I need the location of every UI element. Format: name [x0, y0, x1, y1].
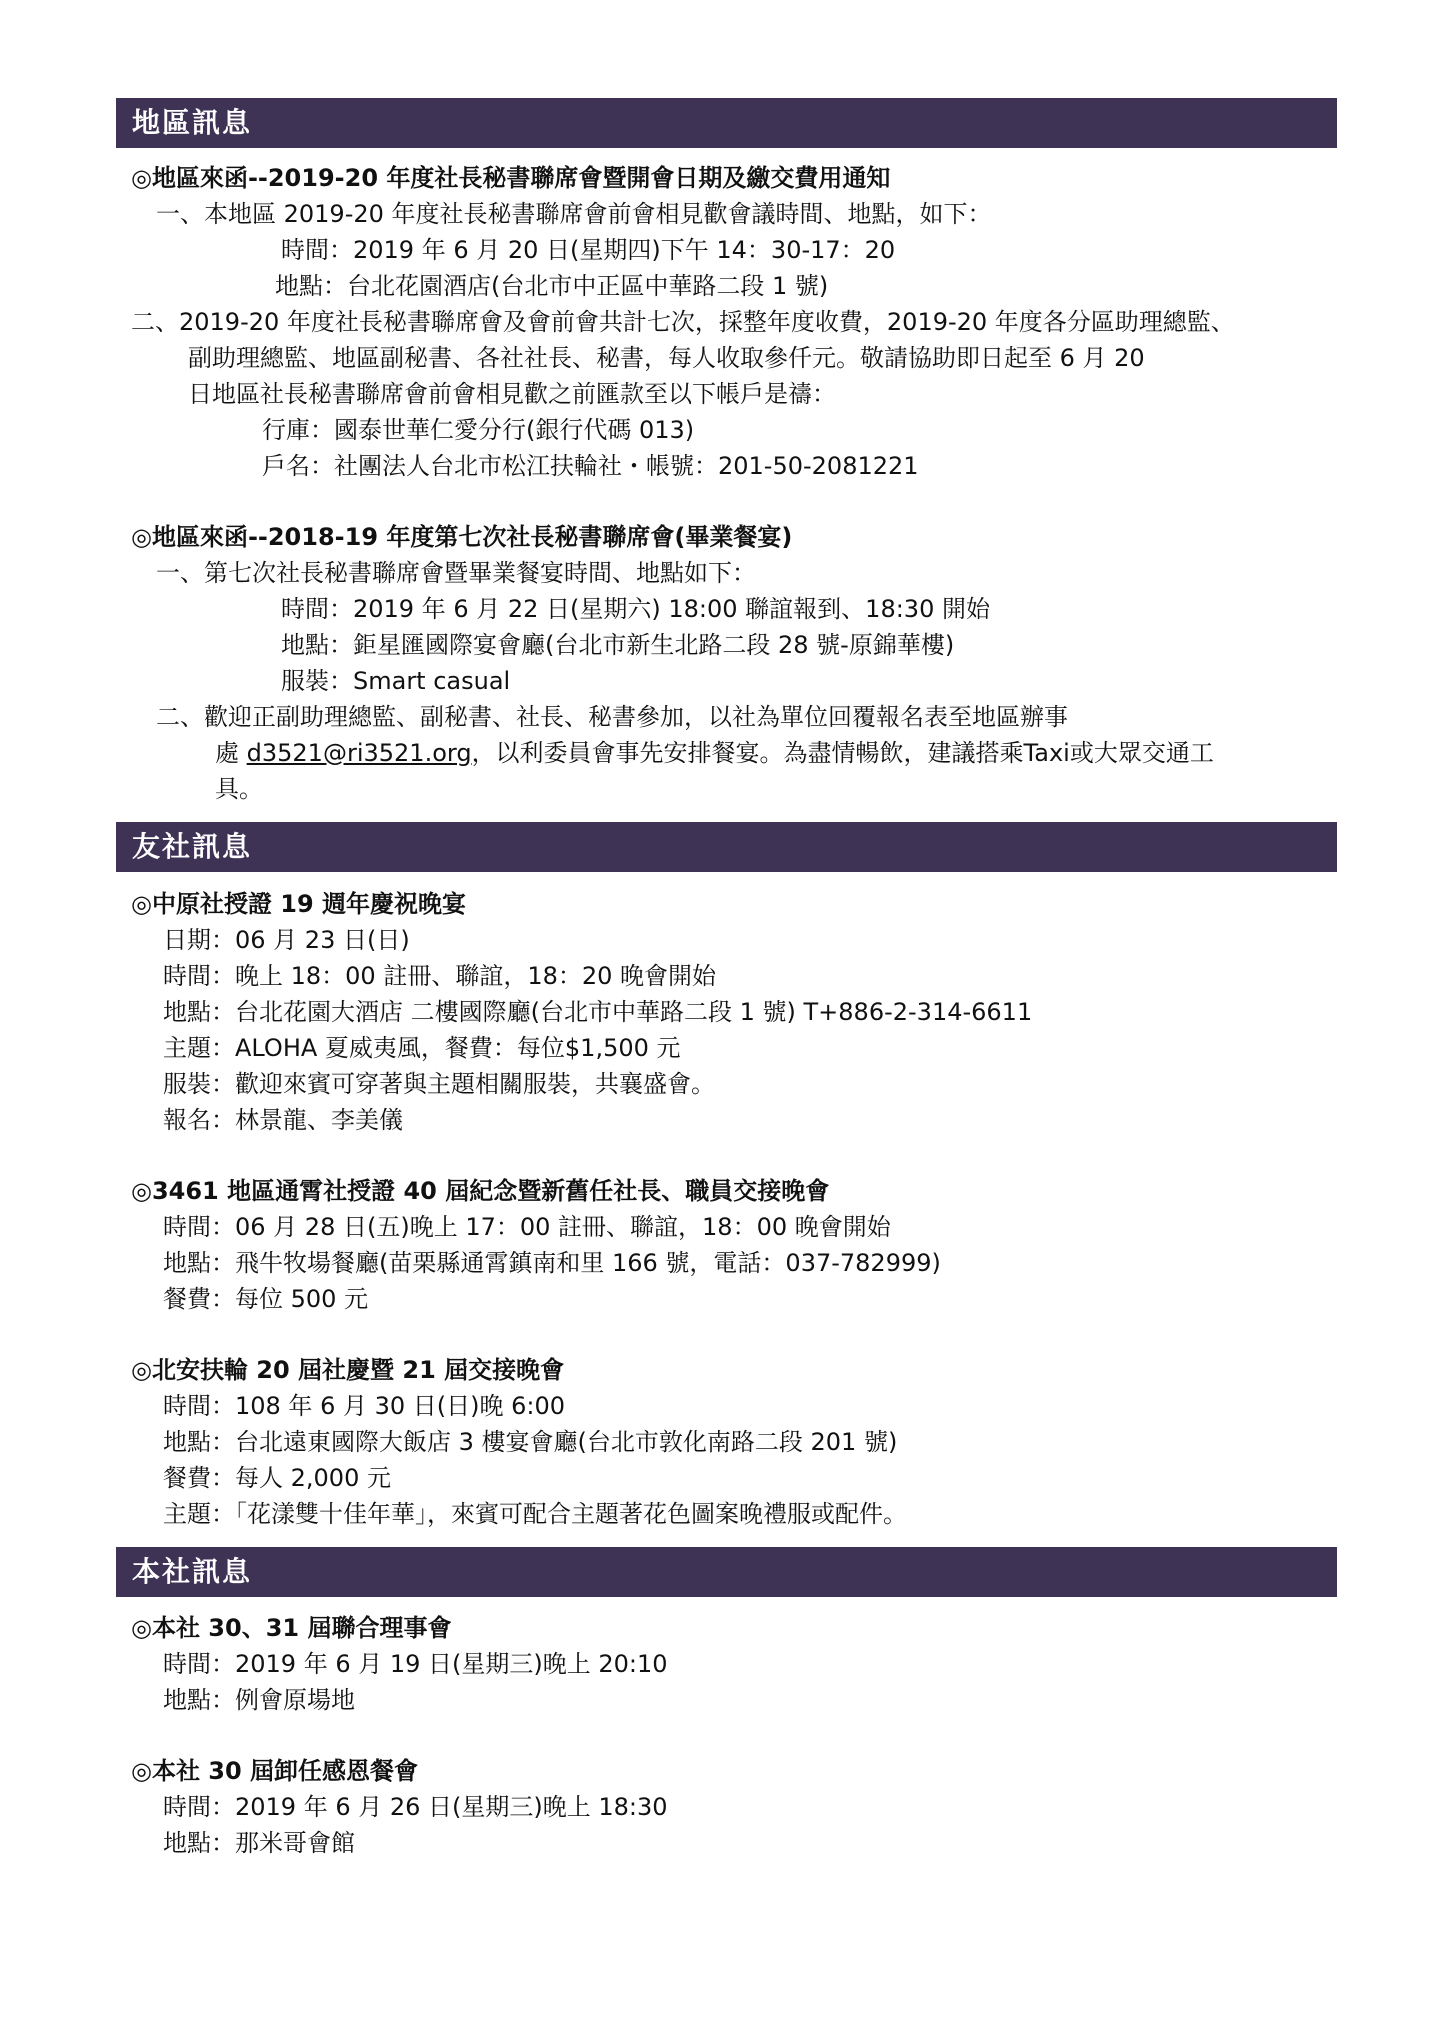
text-line: 地點：那米哥會館 [163, 1829, 355, 1857]
text-line: 時間：2019 年 6 月 22 日(星期六) 18:00 聯誼報到、18:30 開始 [281, 595, 990, 623]
text-line: 地點：台北遠東國際大飯店 3 樓宴會廳(台北市敦化南路二段 201 號) [163, 1428, 898, 1456]
item-title-district-meeting-fee: ◎地區來函--2019-20 年度社長秘書聯席會暨開會日期及繳交費用通知 [131, 164, 891, 192]
section-header-friends: 友社訊息 [116, 822, 1337, 872]
text-line: 日地區社長秘書聯席會前會相見歡之前匯款至以下帳戶是禱： [188, 380, 836, 408]
text-line: 一、第七次社長秘書聯席會暨畢業餐宴時間、地點如下： [156, 559, 756, 587]
text-segment: ，以利委員會事先安排餐宴。為盡情暢飲，建議搭乘Taxi或大眾交通工 [471, 739, 1214, 767]
text-line [215, 738, 1214, 768]
text-line: 時間：2019 年 6 月 19 日(星期三)晚上 20:10 [163, 1650, 668, 1678]
text-line: 二、2019-20 年度社長秘書聯席會及會前會共計七次，採整年度收費，2019-20 年度各分區助理總監、 [131, 308, 1235, 336]
text-line: 時間：06 月 28 日(五)晚上 17：00 註冊、聯誼，18：00 晚會開始 [163, 1213, 891, 1241]
text-line: 具。 [215, 775, 263, 803]
text-line: 主題：「花漾雙十佳年華」，來賓可配合主題著花色圖案晚禮服或配件。 [163, 1500, 907, 1528]
item-title-farewell-dinner: ◎本社 30 屆卸任感恩餐會 [131, 1757, 419, 1785]
text-line: 地點：鉅星匯國際宴會廳(台北市新生北路二段 28 號-原錦華樓) [281, 631, 955, 659]
section-header-club: 本社訊息 [116, 1547, 1337, 1597]
item-title-tongxiao-handover: ◎3461 地區通霄社授證 40 屆紀念暨新舊任社長、職員交接晚會 [131, 1177, 830, 1205]
text-segment: 處 [215, 739, 239, 767]
text-line: 地點：台北花園大酒店 二樓國際廳(台北市中華路二段 1 號) T+886-2-314-6611 [163, 998, 1033, 1026]
text-line: 服裝：歡迎來賓可穿著與主題相關服裝，共襄盛會。 [163, 1070, 715, 1098]
text-line: 地點：例會原場地 [163, 1686, 355, 1714]
item-title-zhongyuan-anniversary: ◎中原社授證 19 週年慶祝晚宴 [131, 890, 467, 918]
text-line: 副助理總監、地區副秘書、各社社長、秘書，每人收取參仟元。敬請協助即日起至 6 月 20 [188, 344, 1145, 372]
text-line: 餐費：每人 2,000 元 [163, 1464, 391, 1492]
text-line: 地點：飛牛牧場餐廳(苗栗縣通霄鎮南和里 166 號，電話：037-782999) [163, 1249, 941, 1277]
section-header-district: 地區訊息 [116, 98, 1337, 148]
text-line: 餐費：每位 500 元 [163, 1285, 369, 1313]
text-line: 戶名：社團法人台北市松江扶輪社・帳號：201-50-2081221 [262, 452, 919, 480]
text-line: 行庫：國泰世華仁愛分行(銀行代碼 013) [262, 416, 695, 444]
item-title-joint-board-meeting: ◎本社 30、31 屆聯合理事會 [131, 1614, 452, 1642]
text-line: 一、本地區 2019-20 年度社長秘書聯席會前會相見歡會議時間、地點，如下： [156, 200, 992, 228]
text-line: 日期：06 月 23 日(日) [163, 926, 410, 954]
text-line: 時間：晚上 18：00 註冊、聯誼，18：20 晚會開始 [163, 962, 717, 990]
text-line: 時間：2019 年 6 月 20 日(星期四)下午 14：30-17：20 [281, 236, 896, 264]
item-title-district-graduation-banquet: ◎地區來函--2018-19 年度第七次社長秘書聯席會(畢業餐宴) [131, 523, 793, 551]
text-line: 時間：2019 年 6 月 26 日(星期三)晚上 18:30 [163, 1793, 668, 1821]
text-line: 時間：108 年 6 月 30 日(日)晚 6:00 [163, 1392, 566, 1420]
email-link[interactable]: d3521@ri3521.org [246, 739, 472, 767]
item-title-beian-anniversary: ◎北安扶輪 20 屆社慶暨 21 屆交接晚會 [131, 1356, 565, 1384]
text-line: 二、歡迎正副助理總監、副秘書、社長、秘書參加，以社為單位回覆報名表至地區辦事 [156, 703, 1068, 731]
text-line: 主題：ALOHA 夏威夷風，餐費：每位$1,500 元 [163, 1034, 681, 1062]
text-line: 服裝：Smart casual [281, 667, 511, 695]
text-line: 報名：林景龍、李美儀 [163, 1106, 403, 1134]
text-line: 地點：台北花園酒店(台北市中正區中華路二段 1 號) [275, 272, 829, 300]
